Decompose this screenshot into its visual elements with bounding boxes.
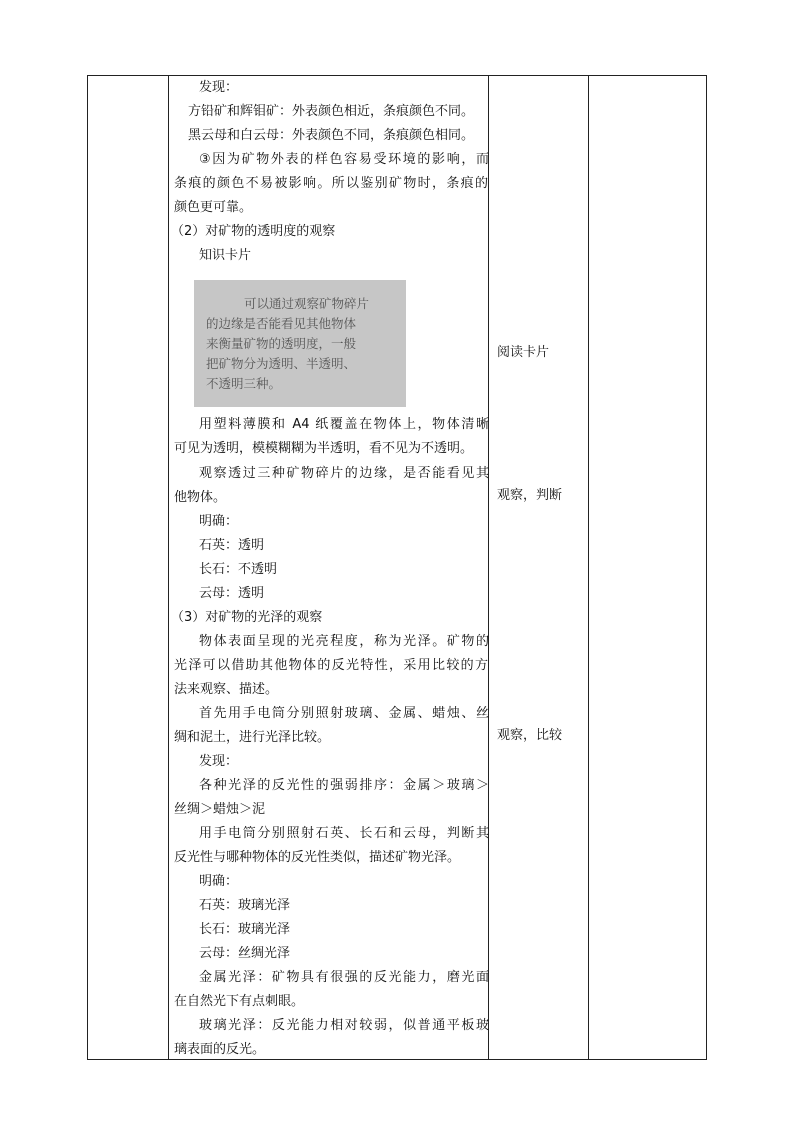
text-line: 光泽可以借助其他物体的反光特性，采用比较的方 xyxy=(174,658,488,673)
section-heading: （2）对矿物的透明度的观察 xyxy=(171,224,336,239)
activity-observe-judge: 观察，判断 xyxy=(497,488,563,503)
text-line: ③因为矿物外表的样色容易受环境的影响，而 xyxy=(199,152,489,167)
text-line: 用手电筒分别照射石英、长石和云母，判断其 xyxy=(199,826,489,841)
text-line: 黑云母和白云母：外表颜色不同，条痕颜色相同。 xyxy=(188,128,475,143)
text-line: 玻璃光泽：反光能力相对较弱，似普通平板玻 xyxy=(199,1018,489,1033)
text-line: 发现： xyxy=(199,80,239,95)
text-line: 观察透过三种矿物碎片的边缘，是否能看见其 xyxy=(199,466,489,481)
text-line: 颜色更可靠。 xyxy=(174,200,253,215)
knowledge-card xyxy=(194,280,406,407)
text-line: 明确： xyxy=(199,514,239,529)
text-line: 金属光泽：矿物具有很强的反光能力，磨光面 xyxy=(199,970,489,985)
card-line: 的边缘是否能看见其他物体 xyxy=(206,316,357,331)
activity-read-card: 阅读卡片 xyxy=(497,345,550,360)
text-line: 各种光泽的反光性的强弱排序：金属＞玻璃＞ xyxy=(199,778,489,793)
card-line: 可以通过观察矿物碎片 xyxy=(244,296,370,311)
text-line: 他物体。 xyxy=(174,490,227,505)
text-line: 用塑料薄膜和 A4 纸覆盖在物体上，物体清晰 xyxy=(199,417,489,432)
column-divider xyxy=(488,76,489,1059)
text-line: 长石：不透明 xyxy=(199,562,278,577)
text-line: 长石：玻璃光泽 xyxy=(199,922,291,937)
text-line: 丝绸＞蜡烛＞泥 xyxy=(174,802,266,817)
text-line: 物体表面呈现的光亮程度，称为光泽。矿物的 xyxy=(199,634,489,649)
teaching-content-column xyxy=(169,76,488,1059)
column-divider xyxy=(588,76,589,1059)
card-line: 把矿物分为透明、半透明、 xyxy=(206,356,357,371)
text-line: 条痕的颜色不易被影响。所以鉴别矿物时，条痕的 xyxy=(174,176,488,191)
text-line: 石英：玻璃光泽 xyxy=(199,898,291,913)
text-line: 首先用手电筒分别照射玻璃、金属、蜡烛、丝 xyxy=(199,706,489,721)
text-line: 石英：透明 xyxy=(199,538,265,553)
text-line: 璃表面的反光。 xyxy=(174,1042,266,1057)
text-line: 可见为透明，模模糊糊为半透明，看不见为不透明。 xyxy=(174,441,474,456)
text-line: 绸和泥土，进行光泽比较。 xyxy=(174,730,331,745)
card-line: 不透明三种。 xyxy=(206,376,282,391)
text-line: 发现： xyxy=(199,754,239,769)
text-line: 明确： xyxy=(199,874,239,889)
text-line: 云母：透明 xyxy=(199,586,265,601)
text-line: 方铅矿和辉钼矿：外表颜色相近，条痕颜色不同。 xyxy=(188,104,475,119)
lesson-table xyxy=(87,75,707,1060)
text-line: 在自然光下有点刺眼。 xyxy=(174,994,305,1009)
text-line: 反光性与哪种物体的反光性类似，描述矿物光泽。 xyxy=(174,850,461,865)
activity-observe-compare: 观察，比较 xyxy=(497,728,563,743)
card-line: 来衡量矿物的透明度，一般 xyxy=(206,336,357,351)
text-line: 云母：丝绸光泽 xyxy=(199,946,291,961)
text-line: 法来观察、描述。 xyxy=(174,682,279,697)
text-line: 知识卡片 xyxy=(199,248,252,263)
section-heading: （3）对矿物的光泽的观察 xyxy=(171,610,323,625)
